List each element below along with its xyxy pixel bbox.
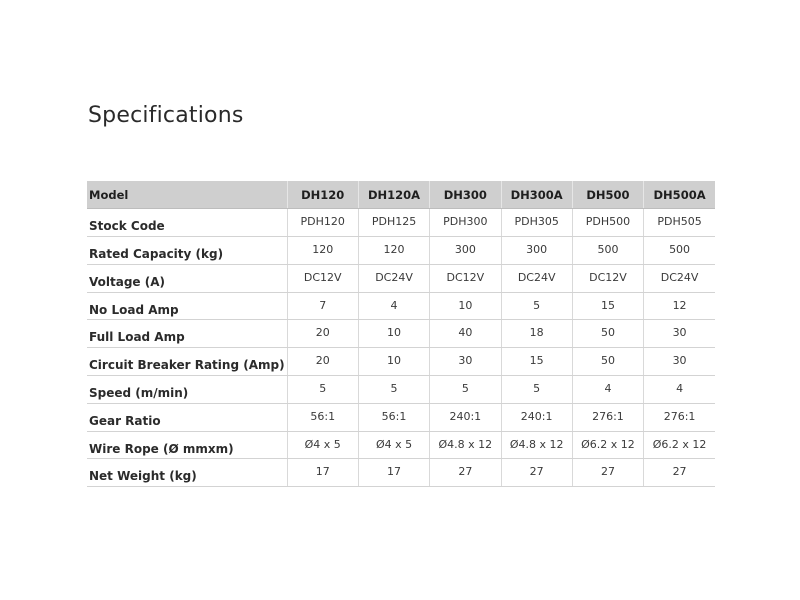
column-header: DH500A xyxy=(644,181,715,209)
column-header: DH120A xyxy=(358,181,429,209)
table-cell: 276:1 xyxy=(572,403,643,431)
table-cell: 240:1 xyxy=(501,403,572,431)
column-header: DH120 xyxy=(287,181,358,209)
table-cell: 10 xyxy=(358,320,429,348)
table-cell: Ø4 x 5 xyxy=(358,431,429,459)
table-cell: 5 xyxy=(430,376,501,404)
table-cell: 17 xyxy=(287,459,358,487)
table-cell: 5 xyxy=(358,376,429,404)
table-row xyxy=(87,431,715,459)
table-row xyxy=(87,403,715,431)
table-cell: PDH120 xyxy=(287,209,358,237)
table-cell: 27 xyxy=(501,459,572,487)
row-label: Gear Ratio xyxy=(87,403,287,431)
table-cell: PDH125 xyxy=(358,209,429,237)
row-label: Full Load Amp xyxy=(87,320,287,348)
row-label: Speed (m/min) xyxy=(87,376,287,404)
table-cell: 12 xyxy=(644,292,715,320)
table-cell: 120 xyxy=(287,237,358,265)
table-cell: 40 xyxy=(430,320,501,348)
table-cell: 120 xyxy=(358,237,429,265)
table-cell: PDH305 xyxy=(501,209,572,237)
column-header: DH300 xyxy=(430,181,501,209)
table-cell: 10 xyxy=(358,348,429,376)
row-label: Stock Code xyxy=(87,209,287,237)
table-cell: PDH500 xyxy=(572,209,643,237)
row-label: No Load Amp xyxy=(87,292,287,320)
table-cell: Ø4.8 x 12 xyxy=(501,431,572,459)
table-cell: Ø6.2 x 12 xyxy=(644,431,715,459)
table-cell: Ø4.8 x 12 xyxy=(430,431,501,459)
table-cell: 30 xyxy=(644,320,715,348)
table-row xyxy=(87,376,715,404)
specifications-table xyxy=(87,181,715,487)
table-cell: 7 xyxy=(287,292,358,320)
table-cell: 240:1 xyxy=(430,403,501,431)
table-cell: DC12V xyxy=(430,264,501,292)
table-cell: Ø4 x 5 xyxy=(287,431,358,459)
table-cell: 500 xyxy=(572,237,643,265)
table-cell: 300 xyxy=(430,237,501,265)
header-model-label: Model xyxy=(87,181,287,209)
table-row xyxy=(87,292,715,320)
row-label: Net Weight (kg) xyxy=(87,459,287,487)
table-cell: 4 xyxy=(572,376,643,404)
table-cell: 500 xyxy=(644,237,715,265)
table-cell: 276:1 xyxy=(644,403,715,431)
table-cell: 5 xyxy=(501,376,572,404)
table-cell: 50 xyxy=(572,348,643,376)
row-label: Circuit Breaker Rating (Amp) xyxy=(87,348,287,376)
table-cell: DC24V xyxy=(358,264,429,292)
table-cell: Ø6.2 x 12 xyxy=(572,431,643,459)
table-cell: 56:1 xyxy=(287,403,358,431)
table-cell: 15 xyxy=(501,348,572,376)
column-header: DH300A xyxy=(501,181,572,209)
table-cell: 27 xyxy=(644,459,715,487)
table-cell: 10 xyxy=(430,292,501,320)
table-cell: 56:1 xyxy=(358,403,429,431)
table-cell: 4 xyxy=(358,292,429,320)
table-cell: DC24V xyxy=(501,264,572,292)
table-header-row xyxy=(87,181,715,209)
table-cell: DC12V xyxy=(287,264,358,292)
table-cell: PDH505 xyxy=(644,209,715,237)
table-row xyxy=(87,237,715,265)
column-header: DH500 xyxy=(572,181,643,209)
table-row xyxy=(87,264,715,292)
row-label: Wire Rope (Ø mmxm) xyxy=(87,431,287,459)
table-cell: 5 xyxy=(501,292,572,320)
table-cell: 17 xyxy=(358,459,429,487)
table-row xyxy=(87,348,715,376)
table-row xyxy=(87,209,715,237)
table-cell: 30 xyxy=(644,348,715,376)
table-cell: 18 xyxy=(501,320,572,348)
table-cell: 30 xyxy=(430,348,501,376)
table-cell: 300 xyxy=(501,237,572,265)
table-cell: 27 xyxy=(572,459,643,487)
table-cell: DC12V xyxy=(572,264,643,292)
table-row xyxy=(87,320,715,348)
page-title: Specifications xyxy=(88,103,244,128)
table-cell: PDH300 xyxy=(430,209,501,237)
table-cell: 4 xyxy=(644,376,715,404)
table-cell: 15 xyxy=(572,292,643,320)
table-cell: 20 xyxy=(287,348,358,376)
row-label: Rated Capacity (kg) xyxy=(87,237,287,265)
table-cell: DC24V xyxy=(644,264,715,292)
table-cell: 50 xyxy=(572,320,643,348)
row-label: Voltage (A) xyxy=(87,264,287,292)
table-cell: 20 xyxy=(287,320,358,348)
table-cell: 5 xyxy=(287,376,358,404)
table-cell: 27 xyxy=(430,459,501,487)
table-row xyxy=(87,459,715,487)
